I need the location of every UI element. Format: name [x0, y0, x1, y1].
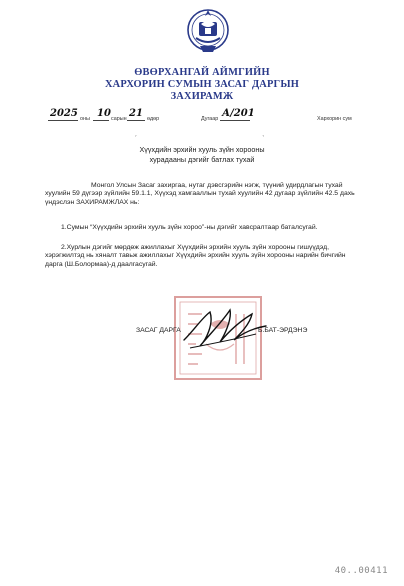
state-emblem-icon [186, 6, 230, 56]
date-year: 2025 [50, 108, 78, 119]
body-item-1: 1.Сумын “Хүүхдийн эрхийн хууль зүйн хороо”-ны дэгийг хавсралтаар баталсугай. [61, 224, 318, 231]
org-line-2: ХАРХОРИН СУМЫН ЗАСАГ ДАРГЫН [104, 79, 300, 90]
day-suffix: өдөр [147, 116, 160, 122]
signatory-position: ЗАСАГ ДАРГА [136, 327, 181, 334]
title-corner-right-mark: ⌝ [262, 135, 265, 141]
day-underline [127, 120, 145, 121]
year-underline [48, 120, 78, 121]
org-line-1: ӨВӨРХАНГАЙ АЙМГИЙН [134, 67, 270, 78]
place-label: Хархорин сум [317, 116, 352, 122]
signatory-name: Б.БАТ-ЭРДЭНЭ [258, 327, 308, 334]
body-item-2: 2.Хурлын дэгийг мөрдөж ажиллахыг Хүүхдийн эрхийн хууль зүйн хорооны гишүүдэд, хэрэгжилтэд нь хяналт тавьж ажиллахыг Хүүхдийн эрхийн хууль зүйн хорооны нарийн бичгийн дарга (Ш.Болормаа)-д даалгасугай. [45, 244, 346, 268]
number-label: Дугаар [201, 116, 219, 122]
date-month: 10 [97, 108, 111, 119]
document-number: А/201 [222, 108, 255, 119]
body-intro: Монгол Улсын Засаг захиргаа, нутаг дэвсгэрийн нэгж, түүний удирдлагын тухай хуулийн 59 дүгээр зүйлийн 59.1.1, Хүүхэд хамгааллын тухай хуулийн 42 дугаар зүйлийн 42.5 дахь үндэслэн ЗАХИРАМЖЛАХ нь: [45, 182, 355, 206]
number-underline [220, 120, 250, 121]
date-day: 21 [129, 108, 143, 119]
handwritten-signature [180, 300, 270, 360]
document-code: 40..00411 [334, 566, 388, 576]
org-line-3: ЗАХИРАМЖ [170, 91, 234, 102]
document-title-line-1: Хүүхдийн эрхийн хууль зүйн хорооны [139, 145, 265, 154]
month-underline [93, 120, 109, 121]
title-corner-left-mark: ⌜ [135, 135, 138, 141]
document-title-line-2: хурадааны дэгийг батлах тухай [149, 155, 255, 164]
month-suffix: сарын [111, 116, 127, 122]
year-suffix: оны [80, 116, 90, 122]
